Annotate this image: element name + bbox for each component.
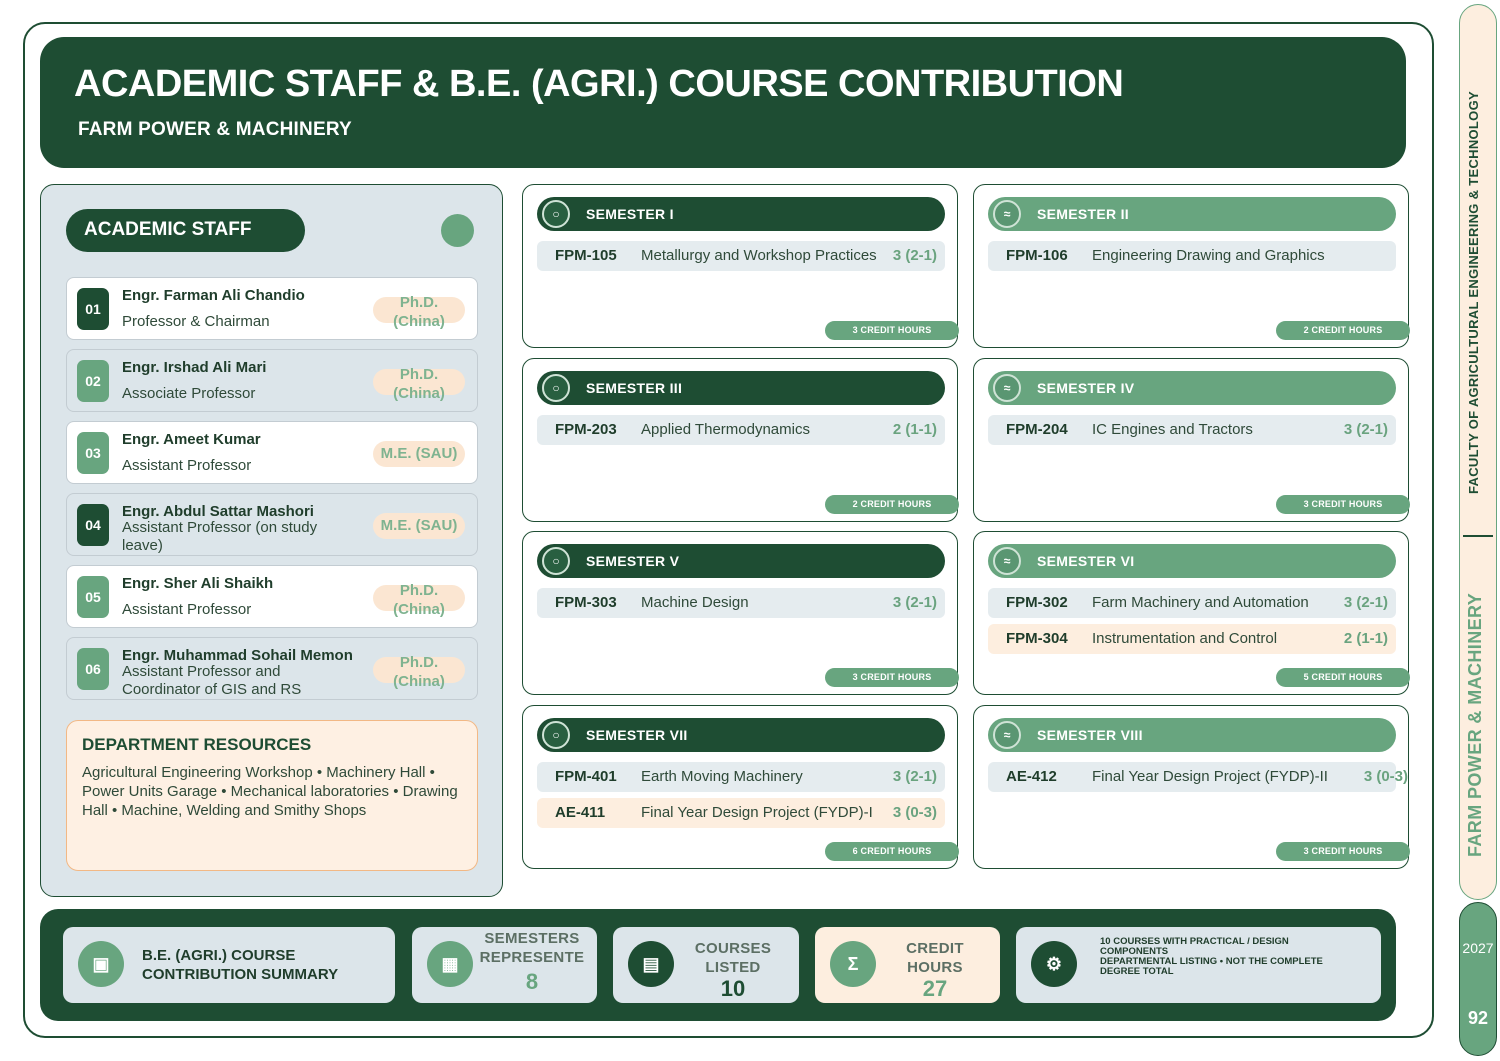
page-number: 92	[1467, 1008, 1489, 1028]
credit-label-line1: CREDIT	[906, 940, 964, 957]
staff-name: Engr. Farman Ali Chandio	[122, 287, 305, 304]
semester-header	[988, 371, 1396, 405]
wave-icon: ≈	[993, 374, 1021, 402]
course-title: Final Year Design Project (FYDP)-II	[1092, 768, 1328, 785]
credit-hours-badge: 2 CREDIT HOURS	[825, 495, 959, 514]
semester-card	[973, 531, 1409, 695]
credit-hours-badge: 3 CREDIT HOURS	[1276, 495, 1410, 514]
staff-title: Assistant Professor and Coordinator of GIS and RS	[122, 663, 302, 698]
circle-icon: ○	[542, 721, 570, 749]
department-resources	[66, 720, 478, 871]
semesters-value: 8	[525, 969, 539, 994]
credit-hours-badge: 3 CREDIT HOURS	[1276, 842, 1410, 861]
decorative-dot-icon	[441, 214, 474, 247]
note-line1: 10 COURSES WITH PRACTICAL / DESIGN	[1100, 936, 1289, 947]
note-line3: DEPARTMENTAL LISTING • NOT THE COMPLETE	[1100, 956, 1323, 967]
course-title: Final Year Design Project (FYDP)-I	[641, 804, 873, 821]
staff-title: Assistant Professor	[122, 457, 252, 474]
course-title: Machine Design	[641, 594, 749, 611]
staff-name: Engr. Muhammad Sohail Memon	[122, 647, 353, 664]
staff-number: 06	[77, 648, 109, 690]
semester-card	[522, 358, 958, 522]
square-icon: ▣	[78, 941, 124, 987]
summary-note-box	[1016, 927, 1381, 1003]
course-row	[537, 415, 945, 445]
faculty-name: FACULTY OF AGRICULTURAL ENGINEERING & TECHNOLOGY	[1466, 91, 1481, 494]
list-icon: ▤	[628, 941, 674, 987]
semesters-label-line1: SEMESTERS	[484, 930, 580, 947]
degree-badge: M.E. (SAU)	[373, 441, 465, 467]
semester-card	[522, 531, 958, 695]
staff-number: 01	[77, 288, 109, 330]
courses-label-line2: LISTED	[705, 959, 761, 976]
circle-icon: ○	[542, 547, 570, 575]
credit-hours-value: 27	[922, 976, 948, 1001]
course-credit: 3 (0-3)	[1363, 768, 1408, 785]
course-row	[988, 588, 1396, 618]
degree-badge: Ph.D. (China)	[373, 297, 465, 323]
summary-title-box	[63, 927, 395, 1003]
staff-title: Assistant Professor (on study leave)	[122, 519, 318, 554]
course-credit: 3 (2-1)	[1343, 421, 1388, 438]
staff-card	[66, 421, 478, 484]
course-title: Farm Machinery and Automation	[1092, 594, 1309, 611]
semester-card	[522, 705, 958, 869]
course-code: FPM-106	[1006, 247, 1068, 264]
summary-title-line2: CONTRIBUTION SUMMARY	[142, 966, 339, 983]
course-code: FPM-303	[555, 594, 617, 611]
gear-icon: ⚙	[1031, 941, 1077, 987]
course-row	[537, 241, 945, 271]
department-name: FARM POWER & MACHINERY	[1465, 592, 1485, 857]
staff-card	[66, 493, 478, 556]
staff-card	[66, 565, 478, 628]
semesters-label-line2: REPRESENTE	[479, 949, 585, 966]
semester-label: SEMESTER II	[1037, 206, 1129, 222]
course-code: AE-411	[555, 804, 606, 821]
wave-icon: ≈	[993, 547, 1021, 575]
staff-title: Associate Professor	[122, 385, 256, 402]
credit-hours-badge: 3 CREDIT HOURS	[825, 668, 959, 687]
wave-icon: ≈	[993, 200, 1021, 228]
course-credit: 3 (2-1)	[892, 768, 937, 785]
course-summary-bar	[40, 909, 1396, 1021]
course-title: Instrumentation and Control	[1092, 630, 1278, 647]
credit-hours-badge: 3 CREDIT HOURS	[825, 321, 959, 340]
course-title: Engineering Drawing and Graphics	[1092, 247, 1325, 264]
page-subtitle: FARM POWER & MACHINERY	[78, 119, 352, 140]
circle-icon: ○	[542, 200, 570, 228]
staff-heading: ACADEMIC STAFF	[66, 209, 305, 252]
degree-badge: Ph.D. (China)	[373, 657, 465, 683]
course-credit: 3 (2-1)	[892, 247, 937, 264]
course-credit: 2 (1-1)	[892, 421, 937, 438]
credit-label-line2: HOURS	[907, 959, 963, 976]
note-line2: COMPONENTS	[1100, 946, 1169, 957]
wave-icon: ≈	[993, 721, 1021, 749]
staff-name: Engr. Irshad Ali Mari	[122, 359, 267, 376]
academic-staff-panel	[40, 184, 503, 897]
course-code: FPM-105	[555, 247, 617, 264]
semesters-stat-box	[412, 927, 597, 1003]
degree-badge: Ph.D. (China)	[373, 585, 465, 611]
course-title: IC Engines and Tractors	[1092, 421, 1253, 438]
semester-header	[537, 371, 945, 405]
degree-badge: Ph.D. (China)	[373, 369, 465, 395]
grid-icon: ▦	[427, 941, 473, 987]
semester-label: SEMESTER IV	[1037, 380, 1135, 396]
semester-header	[988, 718, 1396, 752]
courses-label-line1: COURSES	[694, 940, 772, 957]
course-code: FPM-203	[555, 421, 617, 438]
course-code: FPM-204	[1006, 421, 1068, 438]
rail-divider	[1463, 535, 1493, 537]
courses-stat-box	[613, 927, 799, 1003]
course-title: Earth Moving Machinery	[641, 768, 803, 785]
credit-hours-badge: 5 CREDIT HOURS	[1276, 668, 1410, 687]
course-row	[537, 798, 945, 828]
course-row	[988, 624, 1396, 654]
resources-text: Agricultural Engineering Workshop • Machinery Hall • Power Units Garage • Mechanical laboratories • Drawing Hall • Machine, Welding and Smithy Shops	[82, 764, 458, 819]
course-title: Applied Thermodynamics	[641, 421, 810, 438]
semester-header	[537, 718, 945, 752]
course-code: FPM-304	[1006, 630, 1068, 647]
course-row	[988, 762, 1408, 792]
staff-card	[66, 277, 478, 340]
courses-value: 10	[720, 976, 746, 1001]
note-line4: DEGREE TOTAL	[1100, 966, 1174, 977]
course-credit: 2 (1-1)	[1343, 630, 1388, 647]
page-title: ACADEMIC STAFF & B.E. (AGRI.) COURSE CONTRIBUTION	[74, 63, 1124, 105]
summary-title-line1: B.E. (AGRI.) COURSE	[142, 947, 296, 964]
course-credit: 3 (0-3)	[892, 804, 937, 821]
semester-header	[988, 544, 1396, 578]
course-credit: 3 (2-1)	[892, 594, 937, 611]
credit-hours-stat-box	[815, 927, 1000, 1003]
credit-hours-badge: 6 CREDIT HOURS	[825, 842, 959, 861]
staff-title: Assistant Professor	[122, 601, 252, 618]
page-header	[40, 37, 1406, 168]
semester-label: SEMESTER VII	[586, 727, 688, 743]
semester-header	[537, 197, 945, 231]
semester-card	[973, 705, 1409, 869]
course-code: AE-412	[1006, 768, 1057, 785]
staff-number: 03	[77, 432, 109, 474]
semester-header	[537, 544, 945, 578]
semester-label: SEMESTER III	[586, 380, 683, 396]
course-code: FPM-401	[555, 768, 617, 785]
circle-icon: ○	[542, 374, 570, 402]
course-credit: 3 (2-1)	[1343, 594, 1388, 611]
sigma-icon: Σ	[830, 941, 876, 987]
year-label: 2027	[1462, 940, 1494, 956]
semester-label: SEMESTER I	[586, 206, 674, 222]
staff-card	[66, 637, 478, 700]
course-row	[537, 762, 945, 792]
semester-card	[973, 358, 1409, 522]
course-row	[988, 241, 1396, 271]
semester-label: SEMESTER VIII	[1037, 727, 1143, 743]
staff-number: 05	[77, 576, 109, 618]
staff-name: Engr. Ameet Kumar	[122, 431, 261, 448]
semester-card	[973, 184, 1409, 348]
credit-hours-badge: 2 CREDIT HOURS	[1276, 321, 1410, 340]
resources-heading: DEPARTMENT RESOURCES	[82, 735, 312, 754]
staff-name: Engr. Abdul Sattar Mashori	[122, 503, 314, 520]
staff-title: Professor & Chairman	[122, 313, 270, 330]
semester-label: SEMESTER V	[586, 553, 680, 569]
staff-name: Engr. Sher Ali Shaikh	[122, 575, 274, 592]
staff-number: 04	[77, 504, 109, 546]
semester-card	[522, 184, 958, 348]
course-title: Metallurgy and Workshop Practices	[641, 247, 877, 264]
semester-header	[988, 197, 1396, 231]
semester-label: SEMESTER VI	[1037, 553, 1135, 569]
course-code: FPM-302	[1006, 594, 1068, 611]
staff-card	[66, 349, 478, 412]
course-row	[988, 415, 1396, 445]
course-row	[537, 588, 945, 618]
degree-badge: M.E. (SAU)	[373, 513, 465, 539]
page-tab	[1459, 902, 1497, 1056]
staff-number: 02	[77, 360, 109, 402]
